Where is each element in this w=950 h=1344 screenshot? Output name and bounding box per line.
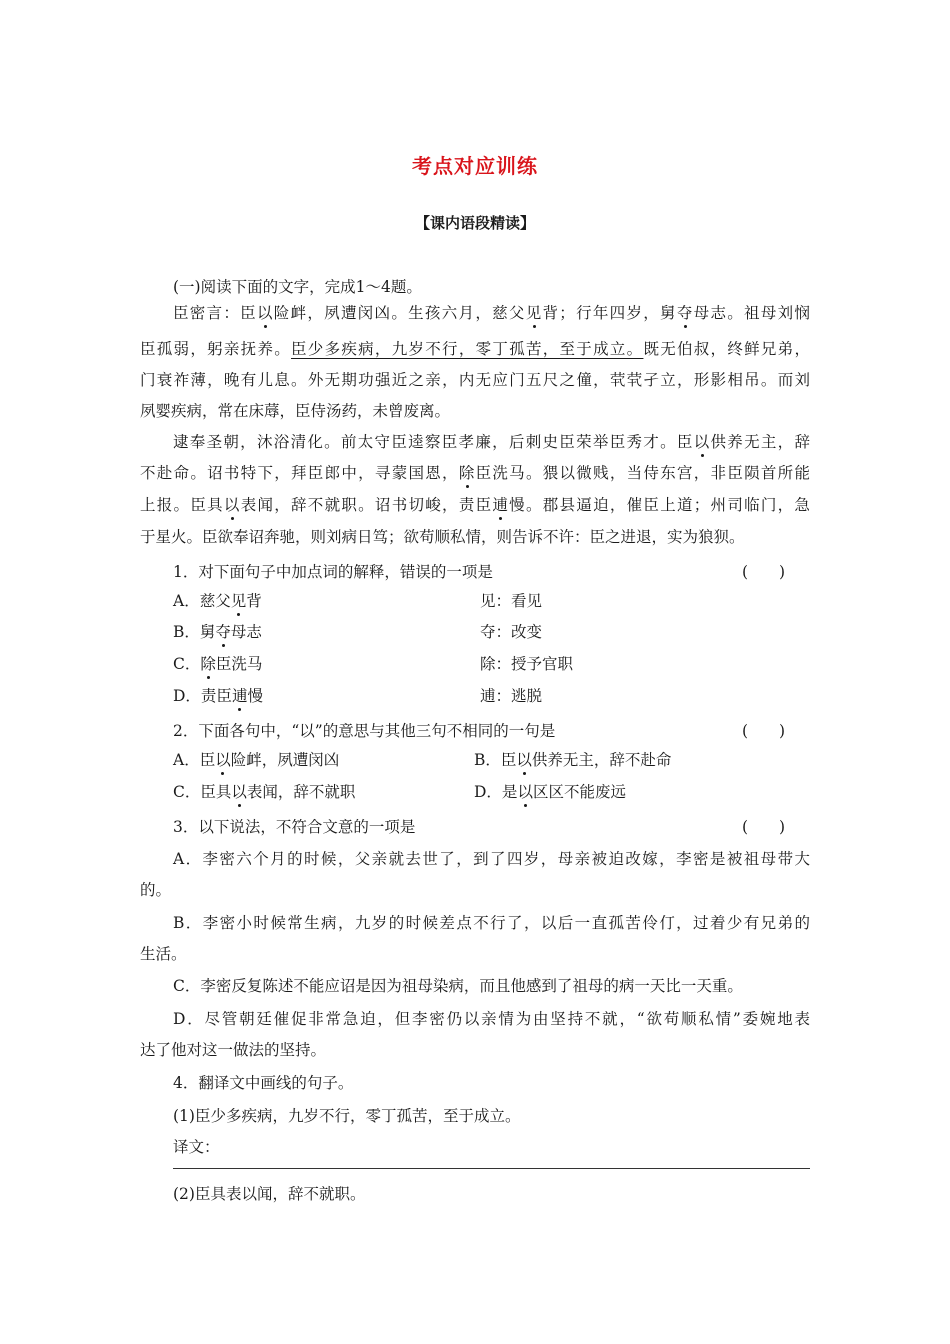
answer-blank: ( ) [742,818,786,836]
passage-line: 上报。臣具以表闻，辞不就职。诏书切峻，责臣逋慢。郡县逼迫，催臣上道；州司临门，急 [140,496,810,514]
q2-options-cd: C．臣具以表闻，辞不就职 D．是以区区不能废远 [173,783,626,801]
translation-label: 译文： [173,1138,220,1156]
instructions: (一)阅读下面的文字，完成1～4题。 [173,278,422,296]
q3-option-d-cont: 达了他对这一做法的坚持。 [140,1041,327,1059]
q3-option-b: B．李密小时候常生病，九岁的时候差点不行了，以后一直孤苦伶仃，过着少有兄弟的 [173,914,810,932]
q4-sentence-2: (2)臣具表以闻，辞不就职。 [173,1185,366,1203]
section-heading: 【课内语段精读】 [414,214,535,232]
q3-option-b-cont: 生活。 [140,945,187,963]
passage-line: 于星火。臣欲奉诏奔驰，则刘病日笃；欲苟顺私情，则告诉不许：臣之进退，实为狼狈。 [140,528,745,546]
answer-line [173,1168,810,1169]
question-3-stem: 3．以下说法，不符合文意的一项是 ( ) [173,818,786,836]
passage-line: 逮奉圣朝，沐浴清化。前太守臣逵察臣孝廉，后刺史臣荣举臣秀才。臣以供养无主，辞 [173,433,810,451]
q1-option-a: A．慈父见背 见：看见 [173,592,543,610]
q4-sentence-1: (1)臣少多疾病，九岁不行，零丁孤苦，至于成立。 [173,1107,521,1125]
passage-line: 臣孤弱，躬亲抚养。臣少多疾病，九岁不行，零丁孤苦，至于成立。既无伯叔，终鲜兄弟， [140,340,810,358]
emphasized-char: 以 [223,496,241,514]
passage-line: 门衰祚薄，晚有儿息。外无期功强近之亲，内无应门五尺之僮，茕茕孑立，形影相吊。而刘 [140,371,810,389]
q1-option-d: D．责臣逋慢 逋：逃脱 [173,687,543,705]
passage-line: 臣密言：臣以险衅，夙遭闵凶。生孩六月，慈父见背；行年四岁，舅夺母志。祖母刘悯 [173,304,810,322]
emphasized-char: 除 [458,464,476,482]
passage-line: 夙婴疾病，常在床蓐，臣侍汤药，未曾废离。 [140,402,451,420]
emphasized-char: 见 [525,304,543,322]
emphasized-char: 夺 [676,304,694,322]
q1-option-c: C．除臣洗马 除：授予官职 [173,655,574,673]
question-4-stem: 4．翻译文中画线的句子。 [173,1074,354,1092]
question-2-stem: 2．下面各句中，“以”的意思与其他三句不相同的一句是 ( ) [173,722,786,740]
emphasized-char: 逋 [492,496,510,514]
emphasized-char: 以 [256,304,274,322]
page-title: 考点对应训练 [412,154,538,178]
passage-line: 不赴命。诏书特下，拜臣郎中，寻蒙国恩，除臣洗马。猥以微贱，当侍东宫，非臣陨首所能 [140,464,810,482]
answer-blank: ( ) [742,722,786,740]
q2-options-ab: A．臣以险衅，夙遭闵凶 B．臣以供养无主，辞不赴命 [173,751,672,769]
answer-blank: ( ) [742,563,786,581]
question-1-stem: 1．对下面句子中加点词的解释，错误的一项是 ( ) [173,563,786,581]
q1-option-b: B．舅夺母志 夺：改变 [173,623,543,641]
q3-option-a: A．李密六个月的时候，父亲就去世了，到了四岁，母亲被迫改嫁，李密是被祖母带大 [173,850,810,868]
q3-option-c: C．李密反复陈述不能应诏是因为祖母染病，而且他感到了祖母的病一天比一天重。 [173,977,743,995]
emphasized-char: 以 [693,433,711,451]
underlined-sentence: 臣少多疾病，九岁不行，零丁孤苦，至于成立。 [291,340,644,358]
q3-option-a-cont: 的。 [140,881,172,899]
q3-option-d: D．尽管朝廷催促非常急迫，但李密仍以亲情为由坚持不就，“欲苟顺私情”委婉地表 [173,1010,810,1028]
